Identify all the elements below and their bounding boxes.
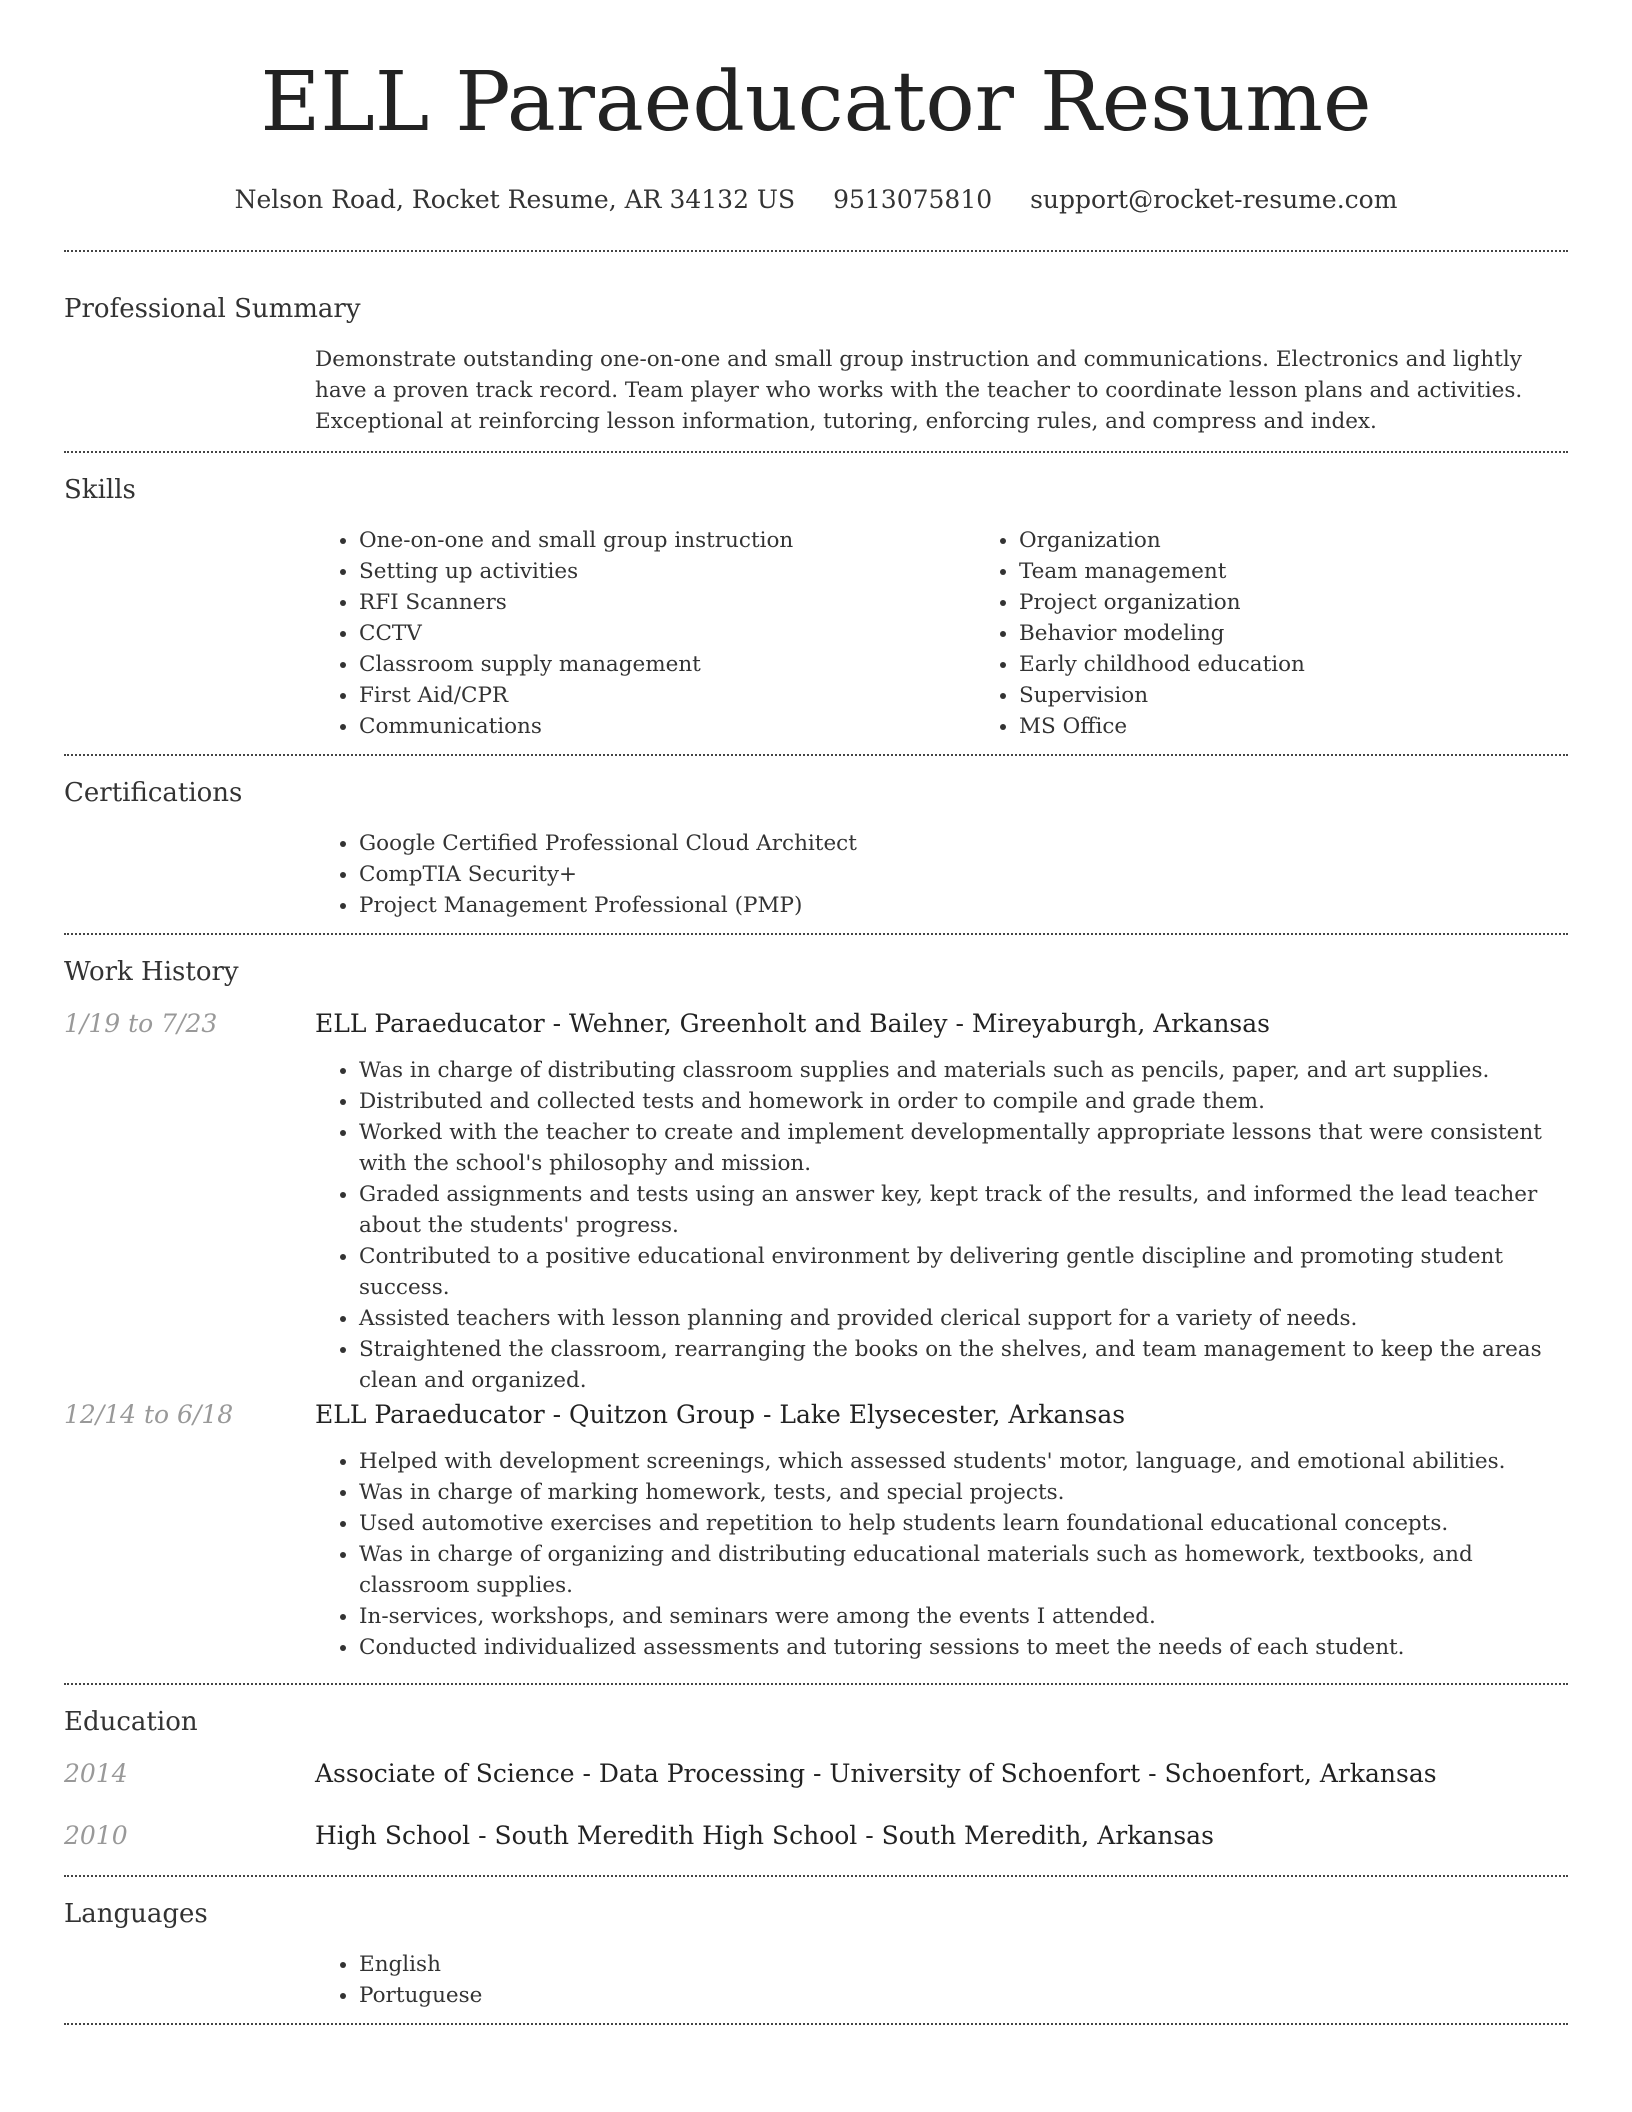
job-bullet: • Conducted individualized assessments and tutoring sessions to meet the needs of each student. [359, 1632, 1568, 1663]
job-bullet: • Helped with development screenings, which assessed students' motor, language, and emotional abilities. [359, 1446, 1568, 1477]
languages-list [315, 1949, 1568, 2011]
job-bullet: • Assisted teachers with lesson planning and provided clerical support for a variety of needs. [359, 1303, 1568, 1334]
summary-section [64, 252, 1568, 451]
skill-item: • First Aid/CPR [359, 680, 975, 711]
education-entry [64, 1819, 1568, 1853]
education-title: High School - South Meredith High School - South Meredith, Arkansas [315, 1821, 1214, 1850]
education-year: 2010 [64, 1821, 128, 1850]
education-entry [64, 1757, 1568, 1791]
education-title: Associate of Science - Data Processing - University of Schoenfort - Schoenfort, Arkansas [315, 1759, 1437, 1788]
section-title: Skills [64, 475, 136, 505]
skill-item: • RFI Scanners [359, 587, 975, 618]
section-title: Professional Summary [64, 294, 361, 324]
job-bullets [315, 1055, 1568, 1396]
job-bullets [315, 1446, 1568, 1663]
certifications-section [64, 756, 1568, 933]
job-bullet: • In-services, workshops, and seminars were among the events I attended. [359, 1601, 1568, 1632]
education-year: 2014 [64, 1759, 128, 1788]
certification-item: • CompTIA Security+ [359, 859, 1568, 890]
job-bullet: • Was in charge of marking homework, tests, and special projects. [359, 1477, 1568, 1508]
section-title: Education [64, 1707, 198, 1737]
skills-section [64, 453, 1568, 754]
job-bullet: • Used automotive exercises and repetition to help students learn foundational educational concepts. [359, 1508, 1568, 1539]
divider [64, 2023, 1568, 2025]
certification-item: • Google Certified Professional Cloud Architect [359, 828, 1568, 859]
contact-email: support@rocket-resume.com [1030, 185, 1398, 214]
certifications-list [315, 828, 1568, 921]
job-title: ELL Paraeducator - Wehner, Greenholt and Bailey - Mireyaburgh, Arkansas [315, 1009, 1270, 1038]
contact-info [64, 184, 1568, 216]
resume-header [64, 0, 1568, 216]
job-title: ELL Paraeducator - Quitzon Group - Lake Elysecester, Arkansas [315, 1400, 1126, 1429]
job-bullet: • Contributed to a positive educational environment by delivering gentle discipline and promoting student success. [359, 1241, 1568, 1303]
section-title: Languages [64, 1899, 208, 1929]
job-bullet: • Worked with the teacher to create and implement developmentally appropriate lessons that were consistent with the school's philosophy and mission. [359, 1117, 1568, 1179]
skill-item: • Organization [1019, 525, 1632, 556]
skill-item: • Supervision [1019, 680, 1632, 711]
skill-item: • Setting up activities [359, 556, 975, 587]
skill-item: • Team management [1019, 556, 1632, 587]
education-section [64, 1685, 1568, 1875]
job-entry [64, 1398, 1568, 1671]
skill-item: • One-on-one and small group instruction [359, 525, 975, 556]
job-bullet: • Was in charge of organizing and distributing educational materials such as homework, textbooks, and classroom supplies. [359, 1539, 1568, 1601]
job-entry [64, 1007, 1568, 1396]
job-bullet: • Distributed and collected tests and homework in order to compile and grade them. [359, 1086, 1568, 1117]
job-bullet: • Graded assignments and tests using an answer key, kept track of the results, and informed the lead teacher about the students' progress. [359, 1179, 1568, 1241]
skill-item: • Behavior modeling [1019, 618, 1632, 649]
skill-item: • Classroom supply management [359, 649, 975, 680]
skill-item: • Communications [359, 711, 975, 742]
skills-list-left [315, 525, 975, 742]
summary-text: Demonstrate outstanding one-on-one and small group instruction and communications. Electronics and lightly have a proven track record. Team player who works with the teacher to coordinate lesson plans and activities. Exceptional at reinforcing lesson information, tutoring, enforcing rules, and compress and index. [315, 347, 1523, 434]
skill-item: • Project organization [1019, 587, 1632, 618]
work-history-section [64, 935, 1568, 1683]
languages-section [64, 1877, 1568, 2023]
section-title: Certifications [64, 778, 243, 808]
language-item: • Portuguese [359, 1980, 1568, 2011]
job-bullet: • Was in charge of distributing classroom supplies and materials such as pencils, paper, and art supplies. [359, 1055, 1568, 1086]
job-bullet: • Straightened the classroom, rearranging the books on the shelves, and team management to keep the areas clean and organized. [359, 1334, 1568, 1396]
skills-list-right [975, 525, 1632, 742]
contact-phone: 9513075810 [833, 185, 993, 214]
contact-address: Nelson Road, Rocket Resume, AR 34132 US [234, 185, 796, 214]
job-dates: 12/14 to 6/18 [64, 1400, 234, 1429]
skill-item: • CCTV [359, 618, 975, 649]
language-item: • English [359, 1949, 1568, 1980]
job-dates: 1/19 to 7/23 [64, 1009, 218, 1038]
section-title: Work History [64, 957, 239, 987]
skill-item: • MS Office [1019, 711, 1632, 742]
page-title: ELL Paraeducator Resume [260, 55, 1372, 150]
skill-item: • Early childhood education [1019, 649, 1632, 680]
certification-item: • Project Management Professional (PMP) [359, 890, 1568, 921]
